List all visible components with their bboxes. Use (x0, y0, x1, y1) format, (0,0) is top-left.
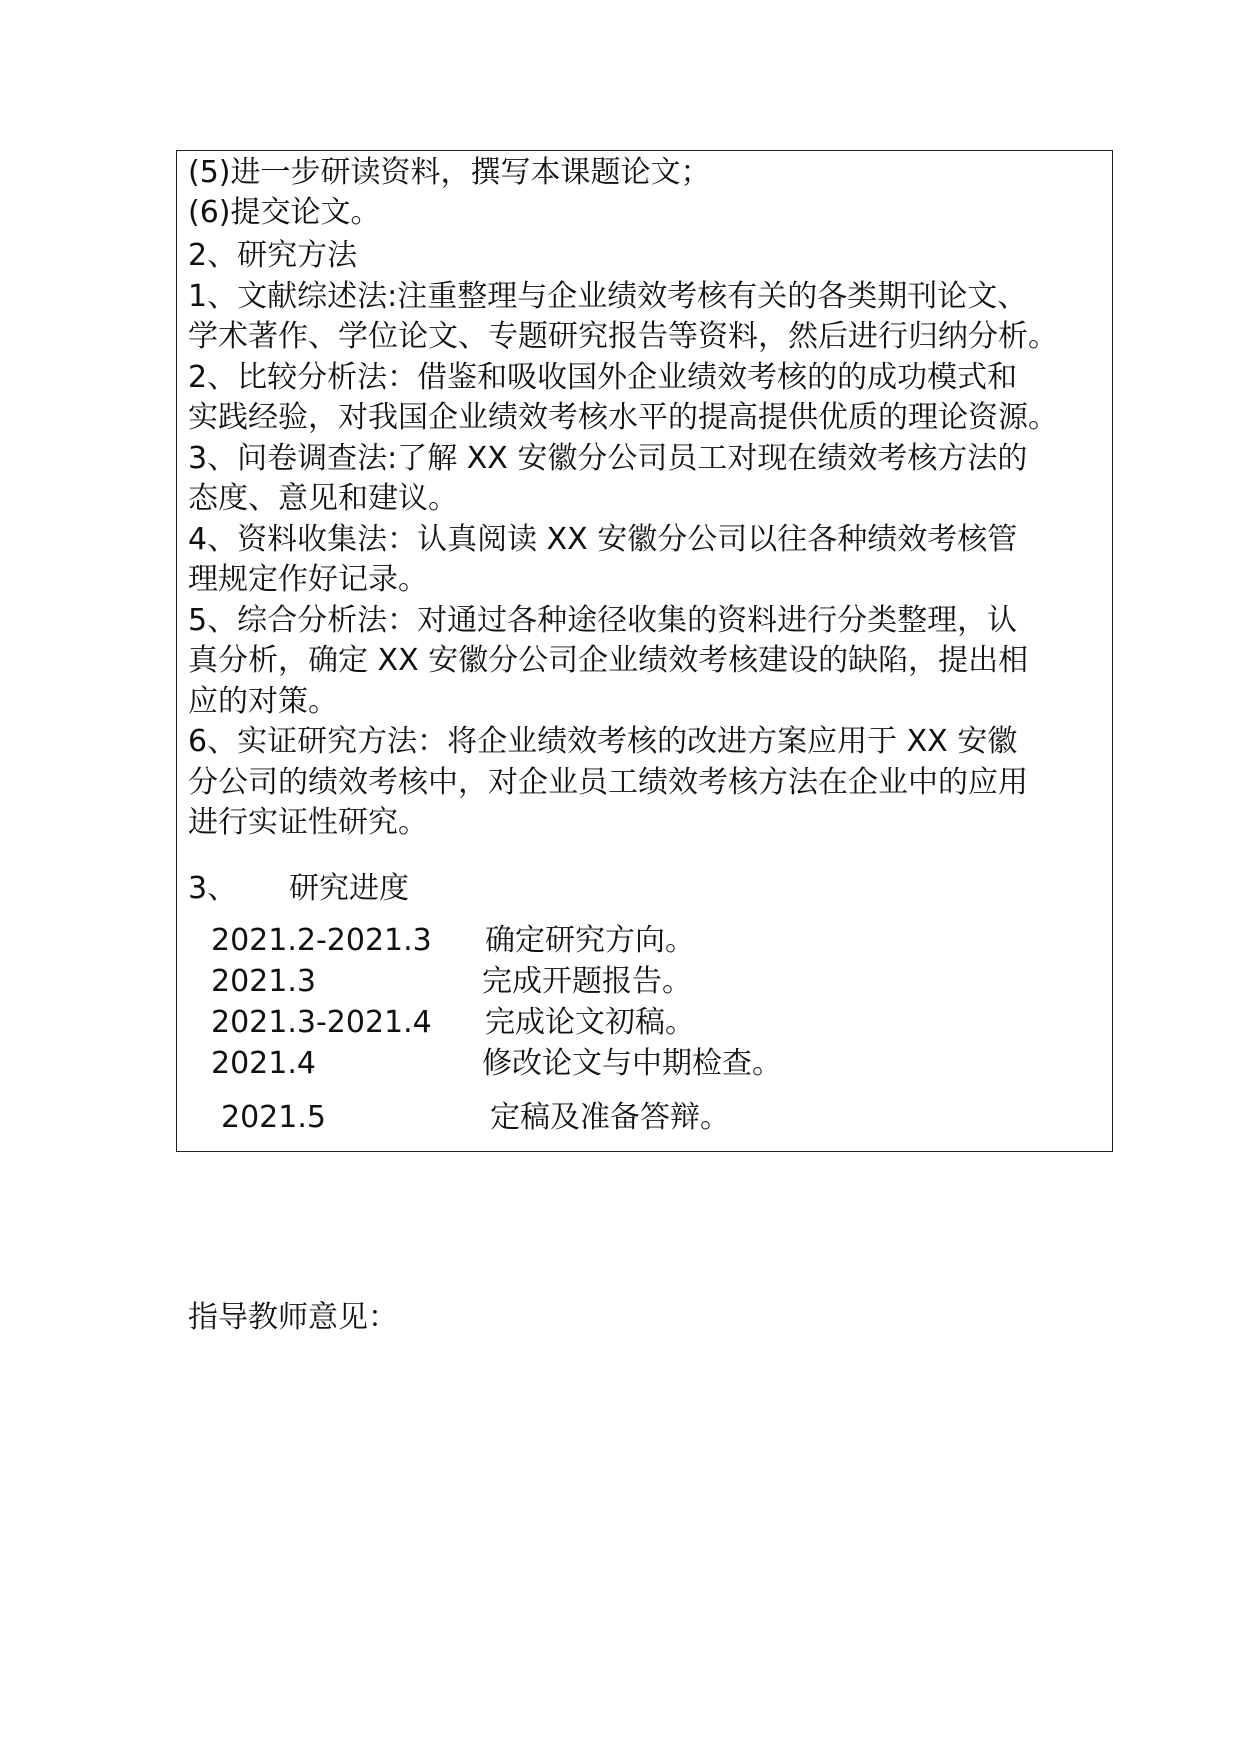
progress-number: 3、 (188, 871, 238, 906)
schedule-task: 确定研究方向。 (485, 923, 695, 958)
schedule-date: 2021.5 (221, 1100, 326, 1135)
schedule-task: 修改论文与中期检查。 (482, 1046, 782, 1081)
text-line: 1、文献综述法:注重整理与企业绩效考核有关的各类期刊论文、 (188, 279, 1028, 314)
text-line: (5)进一步研读资料，撰写本课题论文； (188, 155, 711, 190)
text-line: 真分析，确定 XX 安徽分公司企业绩效考核建设的缺陷，提出相 (188, 643, 1029, 678)
text-line: 理规定作好记录。 (188, 562, 428, 597)
text-line: 态度、意见和建议。 (188, 481, 458, 516)
progress-title: 研究进度 (289, 871, 409, 906)
text-line: 分公司的绩效考核中，对企业员工绩效考核方法在企业中的应用 (188, 765, 1028, 800)
text-line: (6)提交论文。 (188, 195, 381, 230)
text-line: 应的对策。 (188, 684, 338, 719)
text-line: 学术著作、学位论文、专题研究报告等资料，然后进行归纳分析。 (188, 319, 1058, 354)
schedule-task: 定稿及准备答辩。 (490, 1100, 730, 1135)
text-line: 3、问卷调查法:了解 XX 安徽分公司员工对现在绩效考核方法的 (188, 441, 1028, 476)
schedule-date: 2021.2-2021.3 (211, 923, 432, 958)
text-line: 5、综合分析法：对通过各种途径收集的资料进行分类整理，认 (188, 603, 1018, 638)
teacher-opinion-label: 指导教师意见： (188, 1300, 398, 1335)
text-line: 进行实证性研究。 (188, 805, 428, 840)
text-line: 2、比较分析法：借鉴和吸收国外企业绩效考核的的成功模式和 (188, 360, 1018, 395)
schedule-date: 2021.3 (211, 964, 316, 999)
schedule-task: 完成论文初稿。 (485, 1005, 695, 1040)
schedule-date: 2021.3-2021.4 (211, 1005, 432, 1040)
schedule-task: 完成开题报告。 (482, 964, 692, 999)
text-line: 实践经验，对我国企业绩效考核水平的提高提供优质的理论资源。 (188, 400, 1058, 435)
text-line: 4、资料收集法：认真阅读 XX 安徽分公司以往各种绩效考核管 (188, 522, 1018, 557)
schedule-date: 2021.4 (211, 1046, 316, 1081)
text-line: 6、实证研究方法：将企业绩效考核的改进方案应用于 XX 安徽 (188, 724, 1018, 759)
section-heading: 2、研究方法 (188, 238, 358, 273)
